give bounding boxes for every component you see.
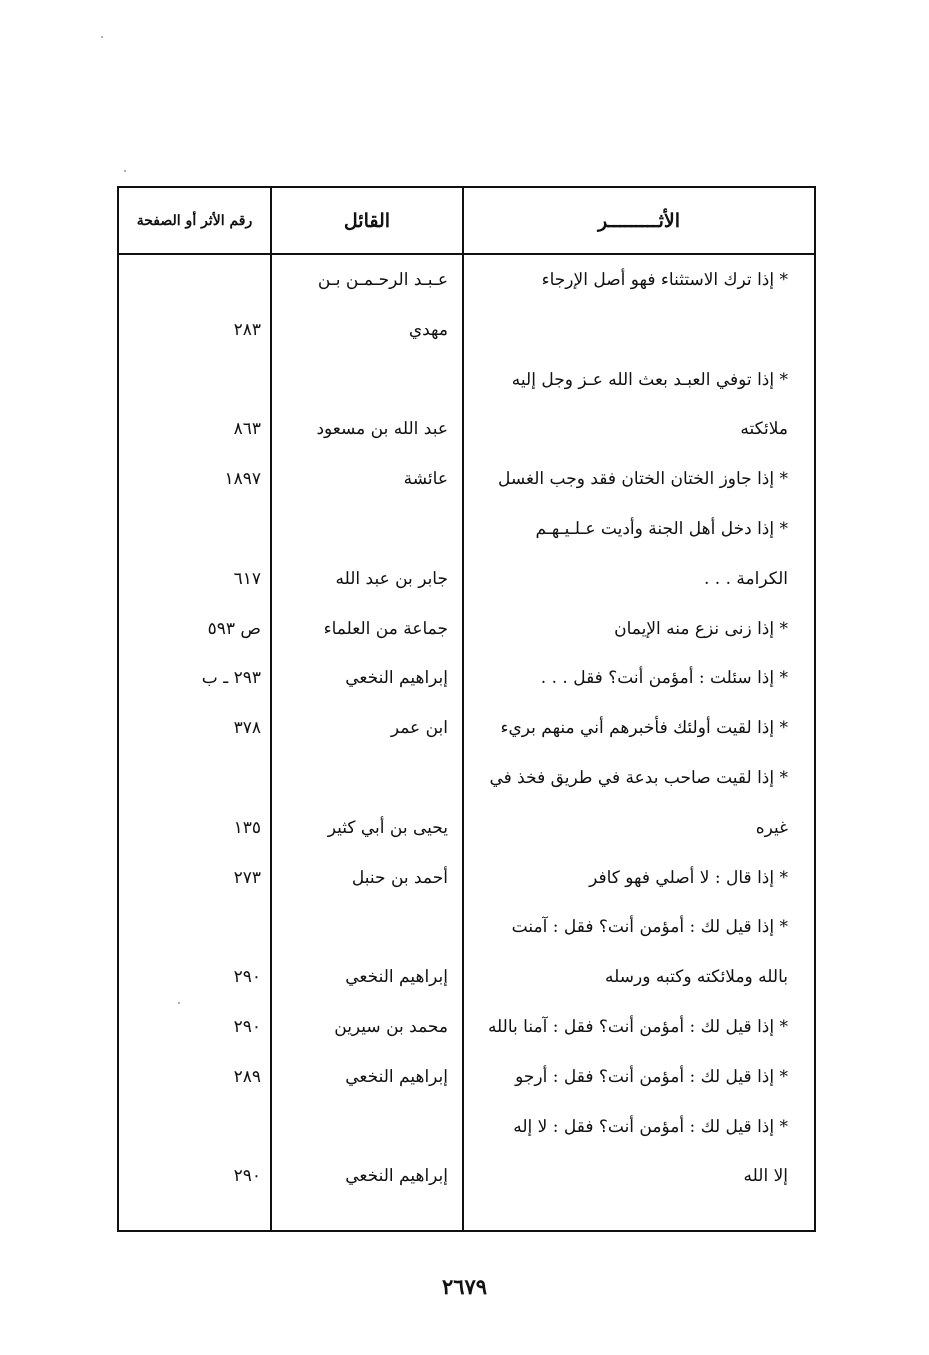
athar-cell: * إذا قيل لك : أمؤمن أنت؟ فقل : لا إله bbox=[513, 1116, 788, 1137]
qail-cell: جماعة من العلماء bbox=[323, 618, 448, 639]
table-row bbox=[119, 255, 814, 305]
qail-cell: جابر بن عبد الله bbox=[335, 568, 448, 589]
ref-cell: ٣٧٨ bbox=[233, 718, 261, 739]
athar-cell: * إذا قيل لك : أمؤمن أنت؟ فقل : آمنا بالله bbox=[487, 1017, 788, 1037]
qail-cell: إبراهيم النخعي bbox=[345, 668, 448, 689]
ref-cell bbox=[179, 355, 261, 405]
table-row bbox=[119, 753, 814, 803]
athar-cell: * إذا زنى نزع منه الإيمان bbox=[614, 618, 788, 639]
ref-cell: ص ٥٩٣ bbox=[207, 618, 261, 639]
athar-cell: * إذا لقيت صاحب بدعة في طريق فخذ في bbox=[489, 768, 788, 788]
ref-cell bbox=[179, 753, 261, 803]
qail-cell: أحمد بن حنبل bbox=[351, 867, 448, 888]
qail-cell: عائشة bbox=[403, 469, 448, 490]
header-athar: الأثـــــــــر bbox=[598, 209, 680, 232]
qail-cell bbox=[272, 1102, 460, 1152]
table-row bbox=[119, 653, 814, 703]
ref-cell: ٢٧٣ bbox=[233, 867, 261, 888]
qail-cell: إبراهيم النخعي bbox=[345, 1166, 448, 1187]
table-row bbox=[119, 305, 814, 355]
table-row bbox=[119, 902, 814, 952]
athar-cell: * إذا قيل لك : أمؤمن أنت؟ فقل : آمنت bbox=[511, 917, 788, 938]
qail-cell: محمد بن سيرين bbox=[334, 1017, 448, 1037]
header-ref: رقم الأثر أو الصفحة bbox=[136, 212, 253, 229]
qail-cell: ابن عمر bbox=[390, 718, 448, 739]
table-row bbox=[119, 404, 814, 454]
ref-cell bbox=[179, 902, 261, 952]
table-row bbox=[119, 1002, 814, 1052]
qail-cell: عـبـد الرحـمـن بـن bbox=[317, 270, 448, 290]
table-row bbox=[119, 355, 814, 405]
scan-speck bbox=[101, 36, 103, 38]
athar-cell: * إذا قال : لا أصلي فهو كافر bbox=[589, 867, 788, 888]
athar-cell: إلا الله bbox=[743, 1166, 788, 1187]
table-row bbox=[119, 853, 814, 903]
athar-cell: ملائكته bbox=[740, 419, 788, 440]
ref-cell: ١٨٩٧ bbox=[224, 469, 261, 490]
qail-cell: عبد الله بن مسعود bbox=[316, 419, 448, 440]
athar-cell: غيره bbox=[755, 817, 788, 838]
ref-cell: ٨٦٣ bbox=[233, 419, 261, 440]
table-row bbox=[119, 803, 814, 853]
ref-cell bbox=[179, 1102, 261, 1152]
athar-cell: * إذا دخل أهل الجنة وأديت عـلـيـهـم bbox=[535, 519, 788, 539]
ref-cell: ٢٩٠ bbox=[233, 967, 261, 988]
ref-cell: ٢٨٩ bbox=[233, 1066, 261, 1087]
athar-cell: الكرامة . . . bbox=[703, 568, 788, 589]
ref-cell: ٢٩٠ bbox=[233, 1017, 261, 1037]
ref-cell: ٢٩٣ ـ ب bbox=[201, 668, 261, 689]
athar-cell: * إذا قيل لك : أمؤمن أنت؟ فقل : أرجو bbox=[515, 1066, 788, 1087]
scan-speck bbox=[124, 170, 126, 172]
qail-cell bbox=[272, 902, 460, 952]
index-table bbox=[117, 186, 816, 1232]
athar-cell: بالله وملائكته وكتبه ورسله bbox=[605, 967, 788, 988]
athar-cell: * إذا جاوز الختان الختان فقد وجب الغسل bbox=[498, 469, 788, 490]
table-row bbox=[119, 1151, 814, 1201]
table-row bbox=[119, 454, 814, 504]
header-qail: القائل bbox=[343, 209, 391, 232]
table-row bbox=[119, 504, 814, 554]
ref-cell: ١٣٥ bbox=[233, 817, 261, 838]
athar-cell: * إذا ترك الاستثناء فهو أصل الإرجاء bbox=[541, 270, 788, 290]
table-row bbox=[119, 1052, 814, 1102]
table-row bbox=[119, 952, 814, 1002]
table-row bbox=[119, 703, 814, 753]
qail-cell: إبراهيم النخعي bbox=[345, 1066, 448, 1087]
ref-cell bbox=[179, 504, 261, 554]
page-number: ٢٦٧٩ bbox=[441, 1274, 488, 1299]
table-row bbox=[119, 1102, 814, 1152]
athar-cell: * إذا توفي العبـد بعث الله عـز وجل إليه bbox=[511, 369, 788, 390]
table-row bbox=[119, 554, 814, 604]
athar-cell: * إذا لقيت أولئك فأخبرهم أني منهم بريء bbox=[500, 718, 788, 739]
ref-cell bbox=[179, 255, 261, 305]
qail-cell bbox=[272, 753, 460, 803]
qail-cell: إبراهيم النخعي bbox=[345, 967, 448, 988]
athar-cell bbox=[468, 305, 788, 355]
qail-cell: مهدي bbox=[408, 319, 448, 340]
qail-cell: يحيى بن أبي كثير bbox=[327, 817, 448, 838]
ref-cell: ٦١٧ bbox=[233, 568, 261, 589]
table-row bbox=[119, 604, 814, 654]
ref-cell: ٢٨٣ bbox=[233, 319, 261, 340]
qail-cell bbox=[272, 504, 460, 554]
qail-cell bbox=[272, 355, 460, 405]
ref-cell: ٢٩٠ bbox=[233, 1166, 261, 1187]
athar-cell: * إذا سئلت : أمؤمن أنت؟ فقل . . . bbox=[540, 668, 788, 689]
